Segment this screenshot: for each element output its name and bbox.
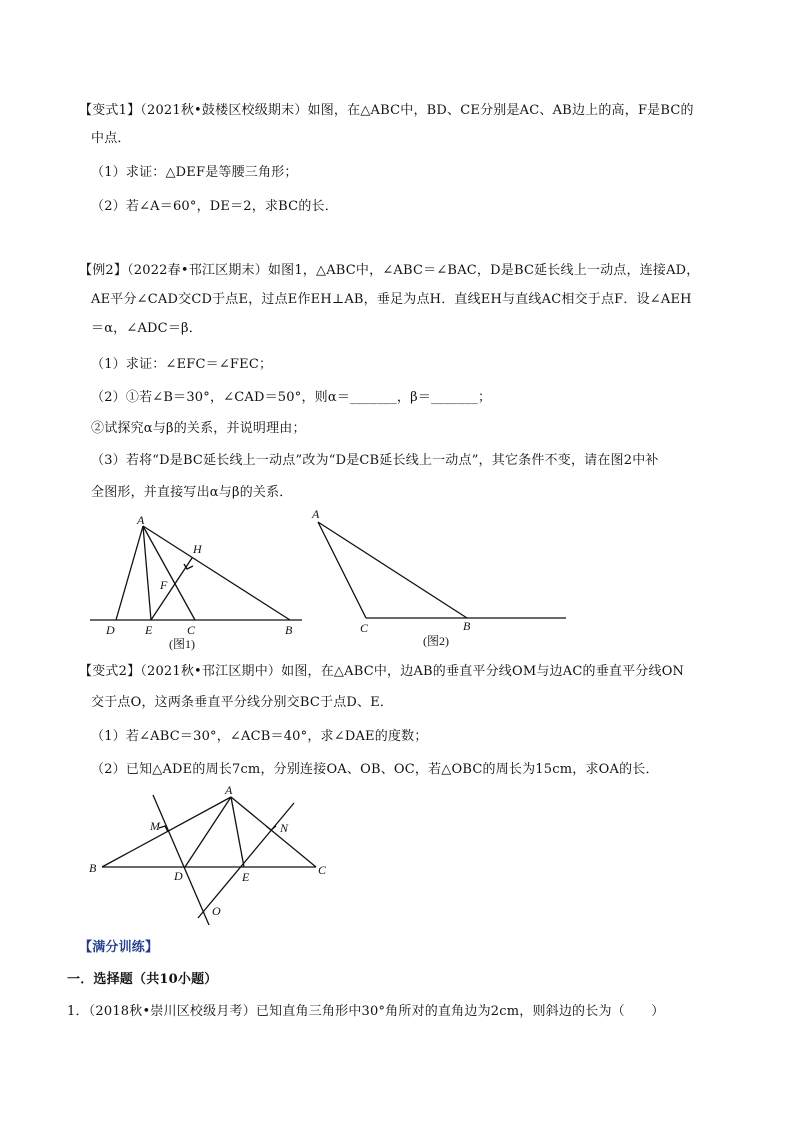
bianshi2-line1: 【变式2】（2021秋•邗江区期中）如图，在△ABC中，边AB的垂直平分线OM与边AC的垂直平分线ON [79, 664, 685, 679]
fig3-label-C: C [318, 863, 327, 877]
example2-q1: （1）求证：∠EFC＝∠FEC； [91, 357, 273, 372]
fig2-caption: (图2) [423, 634, 449, 648]
fig1-segment-AC [143, 526, 195, 620]
fig3-segment-AD [185, 797, 231, 867]
fig3-label-N: N [280, 821, 289, 835]
figure-1 [80, 508, 320, 656]
fig2-label-A: A [312, 507, 320, 521]
fig3-label-A: A [225, 783, 233, 797]
fig1-label-B: B [285, 623, 293, 637]
fig3-label-E: E [242, 870, 250, 884]
fig2-label-C: C [360, 621, 369, 635]
example2-q3b: 全图形，并直接写出α与β的关系． [91, 485, 293, 500]
bianshi2-line2: 交于点O，这两条垂直平分线分别交BC于点D、E． [91, 695, 394, 710]
fig3-segment-AB [102, 797, 231, 867]
fig2-segment-AB [318, 522, 467, 618]
bianshi2-q1: （1）若∠ABC＝30°，∠ACB＝40°，求∠DAE的度数； [91, 729, 428, 744]
fig3-segment-AE [231, 797, 244, 867]
training-question-1: 1．（2018秋•崇川区校级月考）已知直角三角形中30°角所对的直角边为2cm，则斜边的长为（ ） [67, 1004, 665, 1019]
example2-line3: ＝α，∠ADC＝β． [91, 321, 202, 336]
bianshi2-q2: （2）已知△ADE的周长7cm，分别连接OA、OB、OC，若△OBC的周长为15cm，求OA的长． [91, 762, 659, 777]
training-heading: 【满分训练】 [79, 940, 159, 955]
fig1-segment-AE [143, 526, 151, 620]
fig1-label-H: H [193, 542, 202, 556]
example2-line2: AE平分∠CAD交CD于点E，过点E作EH⊥AB，垂足为点H．直线EH与直线AC相交于点F．设∠AEH [91, 292, 692, 307]
fig1-segment-AB [143, 526, 290, 620]
figure-3 [85, 780, 335, 926]
fig1-segment-AD [116, 526, 143, 620]
example2-q2a: （2）①若∠B＝30°，∠CAD＝50°，则α＝_______，β＝_______； [91, 390, 492, 405]
fig1-label-D: D [106, 623, 115, 637]
fig3-label-D: D [174, 869, 183, 883]
fig3-label-O: O [212, 904, 221, 918]
fig1-label-C: C [187, 623, 196, 637]
bianshi1-q1: （1）求证：△DEF是等腰三角形； [91, 165, 298, 180]
bianshi1-q2: （2）若∠A＝60°，DE＝2，求BC的长． [91, 199, 338, 214]
fig3-bisector-OM [153, 795, 209, 925]
fig3-label-B: B [89, 861, 97, 875]
example2-q3a: （3）若将“D是BC延长线上一动点”改为“D是CB延长线上一动点”，其它条件不变，请在图2中补 [91, 453, 659, 468]
fig2-segment-AC [318, 522, 366, 618]
fig3-segment-AC [231, 797, 316, 867]
example2-q2b: ②试探究α与β的关系，并说明理由； [91, 421, 306, 436]
fig1-label-A: A [137, 513, 145, 527]
fig1-label-F: F [160, 578, 168, 592]
fig2-label-B: B [463, 619, 471, 633]
bianshi1-line2: 中点． [91, 131, 131, 146]
fig1-caption: (图1) [169, 637, 195, 651]
training-section-title: 一．选择题（共10小题） [67, 972, 218, 987]
fig1-label-E: E [145, 623, 153, 637]
figure-2 [305, 504, 575, 652]
fig3-label-M: M [150, 819, 160, 833]
example2-line1: 【例2】（2022春•邗江区期末）如图1，△ABC中，∠ABC＝∠BAC，D是BC延长线上一动点，连接AD， [79, 263, 700, 278]
fig3-right-angle-N [266, 826, 276, 830]
bianshi1-line1: 【变式1】（2021秋•鼓楼区校级期末）如图，在△ABC中，BD、CE分别是AC、AB边上的高，F是BC的 [79, 103, 694, 118]
